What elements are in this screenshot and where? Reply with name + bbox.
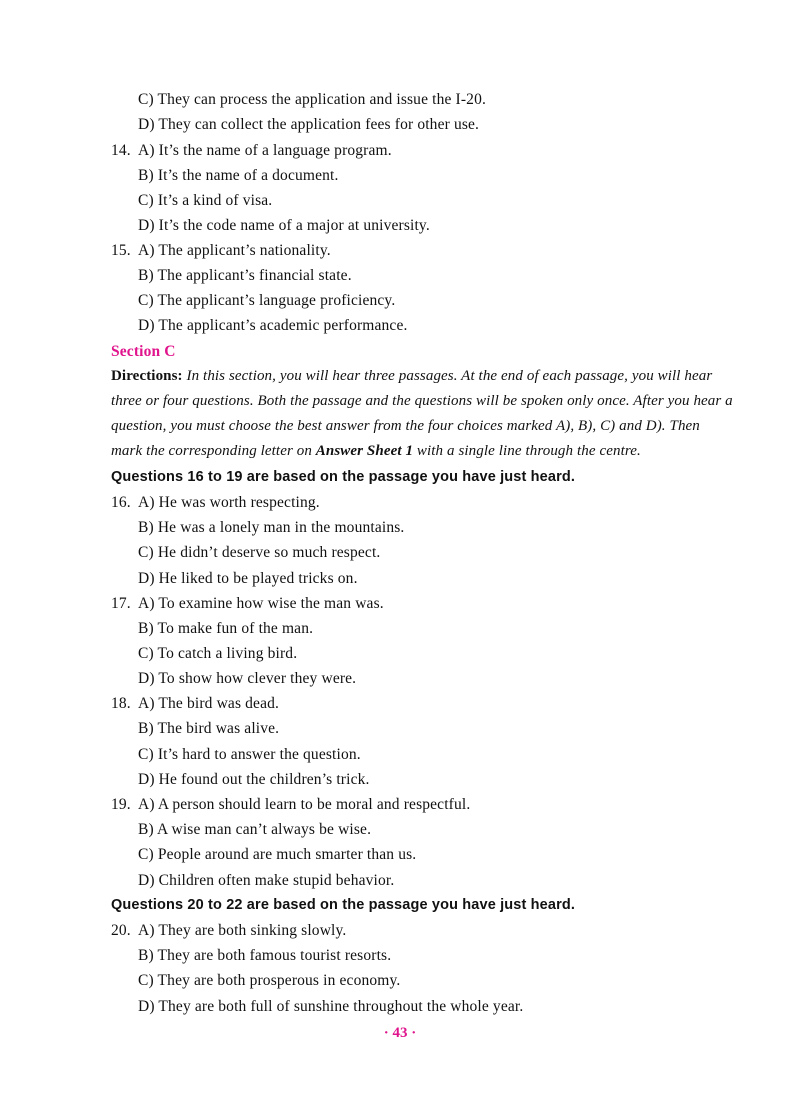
q17-number: 17.: [111, 595, 131, 612]
q16-number: 16.: [111, 494, 131, 511]
q16-option-d: D) He liked to be played tricks on.: [138, 570, 358, 587]
page-number: · 43 ·: [383, 1025, 417, 1041]
q19-number: 19.: [111, 796, 131, 813]
q19-option-c: C) People around are much smarter than us.: [138, 846, 417, 863]
q14-option-b: B) It’s the name of a document.: [138, 167, 339, 184]
q18-option-a: [111, 691, 279, 716]
directions-text-4b: with a single line through the centre.: [413, 443, 641, 459]
q18-option-c: C) It’s hard to answer the question.: [138, 746, 361, 763]
q18-option-b: B) The bird was alive.: [138, 720, 280, 737]
q14-option-d: D) It’s the code name of a major at university.: [138, 217, 430, 234]
q15-option-a: [111, 238, 331, 263]
q17-option-d: D) To show how clever they were.: [138, 670, 357, 687]
directions-label: Directions:: [111, 368, 183, 384]
q14-option-a-text: A) It’s the name of a language program.: [138, 142, 392, 159]
q13-option-d: D) They can collect the application fees for other use.: [138, 116, 480, 133]
directions-line-2: three or four questions. Both the passage and the questions will be spoken only once. After you hear a: [111, 393, 733, 409]
q17-option-a-text: A) To examine how wise the man was.: [138, 595, 384, 612]
q20-option-b: B) They are both famous tourist resorts.: [138, 947, 392, 964]
q19-option-d: D) Children often make stupid behavior.: [138, 872, 395, 889]
section-c-title: Section C: [111, 343, 176, 360]
q20-number: 20.: [111, 922, 131, 939]
q19-option-a-text: A) A person should learn to be moral and respectful.: [138, 796, 471, 813]
q15-option-c: C) The applicant’s language proficiency.: [138, 292, 396, 309]
directions-line-1: [111, 364, 712, 389]
directions-text-1: In this section, you will hear three passages. At the end of each passage, you will hear: [186, 368, 713, 384]
q17-option-b: B) To make fun of the man.: [138, 620, 314, 637]
directions-line-4: [111, 439, 641, 464]
q15-number: 15.: [111, 242, 131, 259]
q20-option-a: [111, 918, 346, 943]
q20-option-d: D) They are both full of sunshine throughout the whole year.: [138, 998, 524, 1015]
q16-option-a-text: A) He was worth respecting.: [138, 494, 320, 511]
q15-option-d: D) The applicant’s academic performance.: [138, 317, 408, 334]
q16-option-b: B) He was a lonely man in the mountains.: [138, 519, 405, 536]
q20-option-c: C) They are both prosperous in economy.: [138, 972, 401, 989]
group-1-heading: Questions 16 to 19 are based on the passage you have just heard.: [111, 469, 576, 485]
q18-number: 18.: [111, 695, 131, 712]
q20-option-a-text: A) They are both sinking slowly.: [138, 922, 347, 939]
group-2-heading: Questions 20 to 22 are based on the passage you have just heard.: [111, 897, 576, 913]
directions-text-4a: mark the corresponding letter on: [111, 443, 316, 459]
q19-option-a: [111, 792, 470, 817]
q15-option-a-text: A) The applicant’s nationality.: [138, 242, 331, 259]
directions-line-3: question, you must choose the best answer from the four choices marked A), B), C) and D). Then: [111, 418, 700, 434]
q14-option-a: [111, 138, 392, 163]
q16-option-a: [111, 490, 320, 515]
q18-option-a-text: A) The bird was dead.: [138, 695, 280, 712]
q14-option-c: C) It’s a kind of visa.: [138, 192, 273, 209]
q15-option-b: B) The applicant’s financial state.: [138, 267, 352, 284]
answer-sheet-reference: Answer Sheet 1: [315, 443, 414, 459]
q16-option-c: C) He didn’t deserve so much respect.: [138, 544, 381, 561]
q14-number: 14.: [111, 142, 131, 159]
q13-option-c: C) They can process the application and issue the I-20.: [138, 91, 487, 108]
q17-option-a: [111, 591, 384, 616]
q17-option-c: C) To catch a living bird.: [138, 645, 298, 662]
q18-option-d: D) He found out the children’s trick.: [138, 771, 370, 788]
q19-option-b: B) A wise man can’t always be wise.: [138, 821, 372, 838]
